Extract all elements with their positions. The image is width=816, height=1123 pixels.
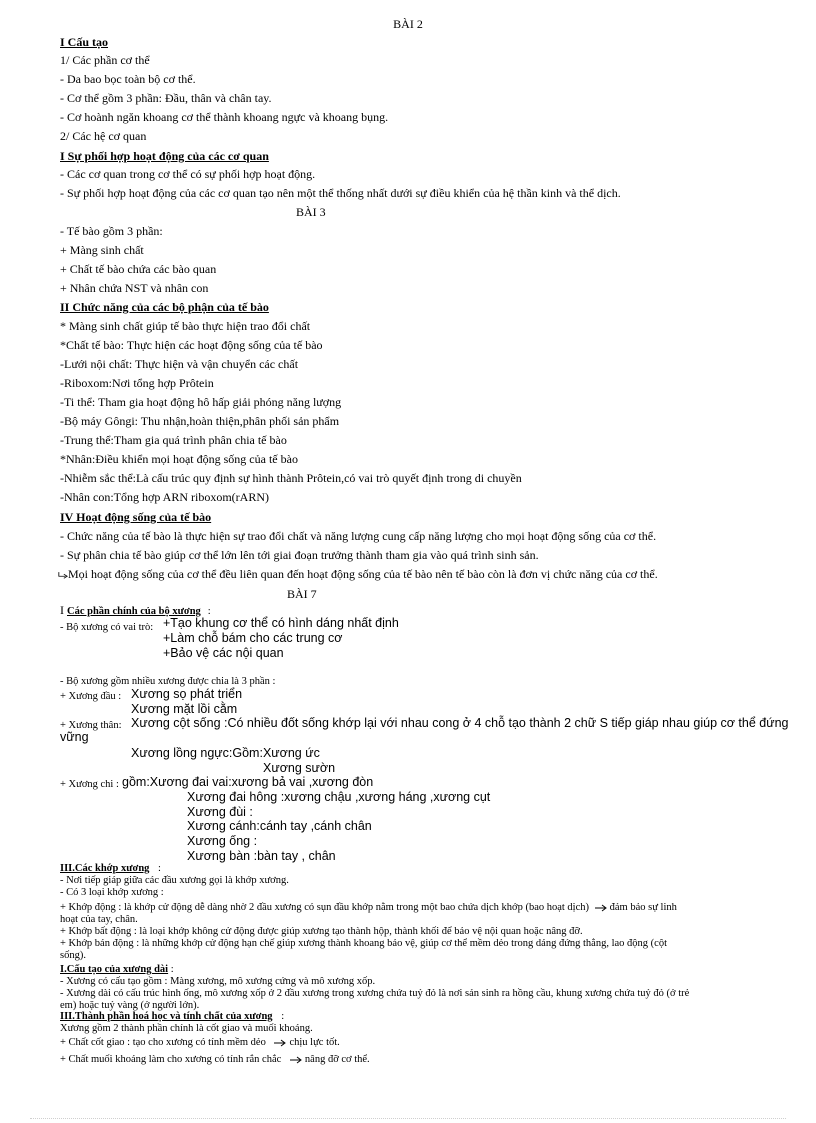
bai3-activity-line: - Chức năng của tế bào là thực hiện sự trao đổi chất và năng lượng cung cấp năng lượng cho mọi hoạt động sống của cơ thể.	[60, 529, 657, 543]
bai7-trunk-label: + Xương thân:	[60, 720, 122, 731]
bai7-trunk-line: Xương sườn	[263, 761, 336, 775]
bai7-trunk-line: Xương lồng ngực:Gồm:Xương ức	[131, 746, 320, 760]
bai2-line: 2/ Các hệ cơ quan	[60, 129, 147, 143]
right-arrow-icon	[274, 1039, 286, 1047]
bai7-title: BÀI 7	[287, 587, 317, 601]
bai7-long-bone-heading	[60, 964, 174, 976]
bai3-function-line: -Lưới nội chất: Thực hiện và vận chuyển các chất	[60, 357, 299, 371]
bai7-joint-line: sống).	[60, 950, 86, 961]
bai2-title: BÀI 2	[393, 17, 423, 31]
bai7-role-label: - Bộ xương có vai trò:	[60, 622, 154, 633]
bai3-title: BÀI 3	[296, 205, 326, 219]
bai2-line: - Cơ thể gồm 3 phần: Đầu, thân và chân tay.	[60, 91, 272, 105]
bai2-line: - Các cơ quan trong cơ thể có sự phối hợp hoạt động.	[60, 167, 316, 181]
bai7-head-label: + Xương đầu :	[60, 691, 122, 702]
bai7-structure-line: - Xương có cấu tạo gồm : Màng xương, mô xương cứng và mô xương xốp.	[60, 976, 376, 987]
bai2-section-1-heading: I Cấu tạo	[60, 35, 109, 49]
bai3-section-2-heading: II Chức năng của các bộ phận của tế bào	[60, 300, 269, 314]
bai7-role-line: +Tạo khung cơ thể có hình dáng nhất định	[163, 616, 399, 630]
bai7-section-1-title: Các phần chính của bộ xương	[67, 606, 201, 617]
bai7-composition-text: + Chất muối khoáng làm cho xương có tính rắn chắc	[60, 1054, 282, 1065]
bai3-line: + Chất tế bào chứa các bào quan	[60, 262, 217, 276]
bai7-trunk-line: vững	[60, 730, 89, 744]
right-arrow-icon	[595, 904, 607, 912]
bai7-composition-line: Xương gồm 2 thành phần chính là cốt giao và muối khoáng.	[60, 1023, 313, 1034]
bai2-line: 1/ Các phần cơ thể	[60, 53, 150, 67]
implies-arrow-icon	[58, 571, 68, 579]
bai7-section-3-title: III.Các khớp xương	[60, 863, 150, 874]
bai7-joint-line: - Nơi tiếp giáp giữa các đầu xương gọi là khớp xương.	[60, 875, 289, 886]
bai7-structure-line: - Xương dài có cấu trúc hình ống, mô xương xốp ở 2 đầu xương trong xương chứa tuỷ đỏ là nơi sản sinh ra hồng cầu, khung xương chứa tuỷ đỏ (ở trẻ	[60, 988, 690, 999]
bai3-activity-line: - Sự phân chia tế bào giúp cơ thể lớn lên tới giai đoạn trưởng thành tham gia vào quá trình sinh sản.	[60, 548, 539, 562]
bai7-head-line: Xương sọ phát triển	[131, 687, 243, 701]
bai7-composition-line	[60, 1054, 370, 1066]
bai7-limb-line: Xương bàn :bàn tay , chân	[187, 849, 336, 863]
bai7-parts-line: - Bộ xương gồm nhiều xương được chia là 3 phần :	[60, 676, 276, 687]
bai7-role-line: +Bảo vệ các nội quan	[163, 646, 284, 660]
bai7-limb-label: + Xương chi :	[60, 779, 119, 790]
bai7-trunk-line: Xương cột sống :Có nhiều đốt sống khớp lại với nhau cong ở 4 chỗ tạo thành 2 chữ S tiếp giáp nhau giúp cơ thể đứng	[131, 716, 789, 730]
bai7-joint-line: hoạt của tay, chân.	[60, 914, 138, 925]
bai2-line: - Da bao bọc toàn bộ cơ thể.	[60, 72, 196, 86]
right-arrow-icon	[290, 1056, 302, 1064]
bai7-limb-line: Xương ống :	[187, 834, 258, 848]
bai2-line: - Sự phối hợp hoạt động của các cơ quan tạo nên một thể thống nhất dưới sự điều khiển của hệ thần kinh và thể dịch.	[60, 186, 621, 200]
bai7-section-3-colon: :	[158, 863, 161, 874]
bai3-line: - Tế bào gồm 3 phần:	[60, 224, 163, 238]
bai7-joint-line: + Khớp bán động : là những khớp cử động hạn chế giúp xương thành khoang bảo vệ, giúp cơ thể mềm dẻo trong dáng đứng thẳng, lao động (cột	[60, 938, 667, 949]
bai7-joint-line	[60, 902, 677, 914]
bai7-structure-line: em) hoặc tuỷ vàng (ở người lớn).	[60, 1000, 200, 1011]
bai3-activity-text: Mọi hoạt động sống của cơ thể đều liên quan đến hoạt động sống của tế bào nên tế bào còn là đơn vị chức năng của cơ thể.	[68, 567, 658, 581]
bai7-role-line: +Làm chỗ bám cho các trung cơ	[163, 631, 343, 645]
bai7-composition-title: III.Thành phần hoá học và tính chất của xương	[60, 1011, 273, 1022]
bai2-line: - Cơ hoành ngăn khoang cơ thể thành khoang ngực và khoang bụng.	[60, 110, 389, 124]
bai3-function-line: -Nhân con:Tổng hợp ARN riboxom(rARN)	[60, 490, 269, 504]
bai7-composition-heading	[60, 1011, 284, 1023]
bai3-function-line: -Riboxom:Nơi tổng hợp Prôtein	[60, 376, 214, 390]
bai3-activity-line	[58, 567, 658, 581]
bai7-limb-line: Xương đùi :	[187, 805, 253, 819]
bai2-section-2-heading: I Sự phối hợp hoạt động của các cơ quan	[60, 149, 269, 163]
bai3-line: + Nhân chứa NST và nhân con	[60, 281, 209, 295]
bai7-joint-text: + Khớp động : là khớp cử động dễ dàng nhờ 2 đầu xương có sụn đầu khớp nằm trong một bao chứa dịch khớp (bao hoạt dịch)	[60, 902, 590, 913]
bai3-line: + Màng sinh chất	[60, 243, 144, 257]
bai7-joint-text-tail: đảm bảo sự linh	[609, 902, 677, 913]
bai7-section-1-number: I	[60, 603, 64, 617]
bai7-long-bone-colon: :	[170, 964, 174, 975]
bai7-composition-colon: :	[281, 1011, 285, 1022]
bai7-limb-line: gồm:Xương đai vai:xương bả vai ,xương đòn	[122, 775, 374, 789]
bai7-joint-line: + Khớp bất động : là loại khớp không cử động được giúp xương tạo thành hộp, thành khối để bảo vệ nội quan hoặc nâng đỡ.	[60, 926, 583, 937]
bai3-function-line: -Ti thể: Tham gia hoạt động hô hấp giải phóng năng lượng	[60, 395, 342, 409]
bai3-function-line: * Màng sinh chất giúp tế bào thực hiện trao đổi chất	[60, 319, 311, 333]
bai3-function-line: *Chất tế bào: Thực hiện các hoạt động sống của tế bào	[60, 338, 323, 352]
bai7-joint-line: - Có 3 loại khớp xương :	[60, 887, 164, 898]
bai3-function-line: *Nhân:Điều khiển mọi hoạt động sống của tế bào	[60, 452, 298, 466]
bai3-function-line: -Bộ máy Gôngi: Thu nhận,hoàn thiện,phân phối sản phẩm	[60, 414, 340, 428]
bai7-composition-text: + Chất cốt giao : tạo cho xương có tính mềm dẻo	[60, 1037, 266, 1048]
bai7-composition-text-tail: nâng đỡ cơ thể.	[304, 1054, 370, 1065]
bai3-function-line: -Nhiễm sắc thể:Là cấu trúc quy định sự hình thành Prôtein,có vai trò quyết định trong di chuyền	[60, 471, 522, 485]
bai7-head-line: Xương mặt lồi cằm	[131, 702, 238, 716]
bai7-long-bone-title: I.Cấu tạo của xương dài	[60, 964, 169, 975]
bai3-function-line: -Trung thể:Tham gia quá trình phân chia tế bào	[60, 433, 287, 447]
bai7-limb-line: Xương cánh:cánh tay ,cánh chân	[187, 819, 372, 833]
bai7-composition-text-tail: chịu lực tốt.	[289, 1037, 340, 1048]
bai7-section-3-heading	[60, 863, 161, 875]
page-bottom-divider	[30, 1118, 786, 1119]
bai7-section-1-colon: :	[207, 606, 211, 617]
bai7-limb-line: Xương đai hông :xương chậu ,xương háng ,xương cụt	[187, 790, 491, 804]
bai7-composition-line	[60, 1037, 340, 1049]
bai3-section-4-heading: IV Hoạt động sống của tế bào	[60, 510, 212, 524]
